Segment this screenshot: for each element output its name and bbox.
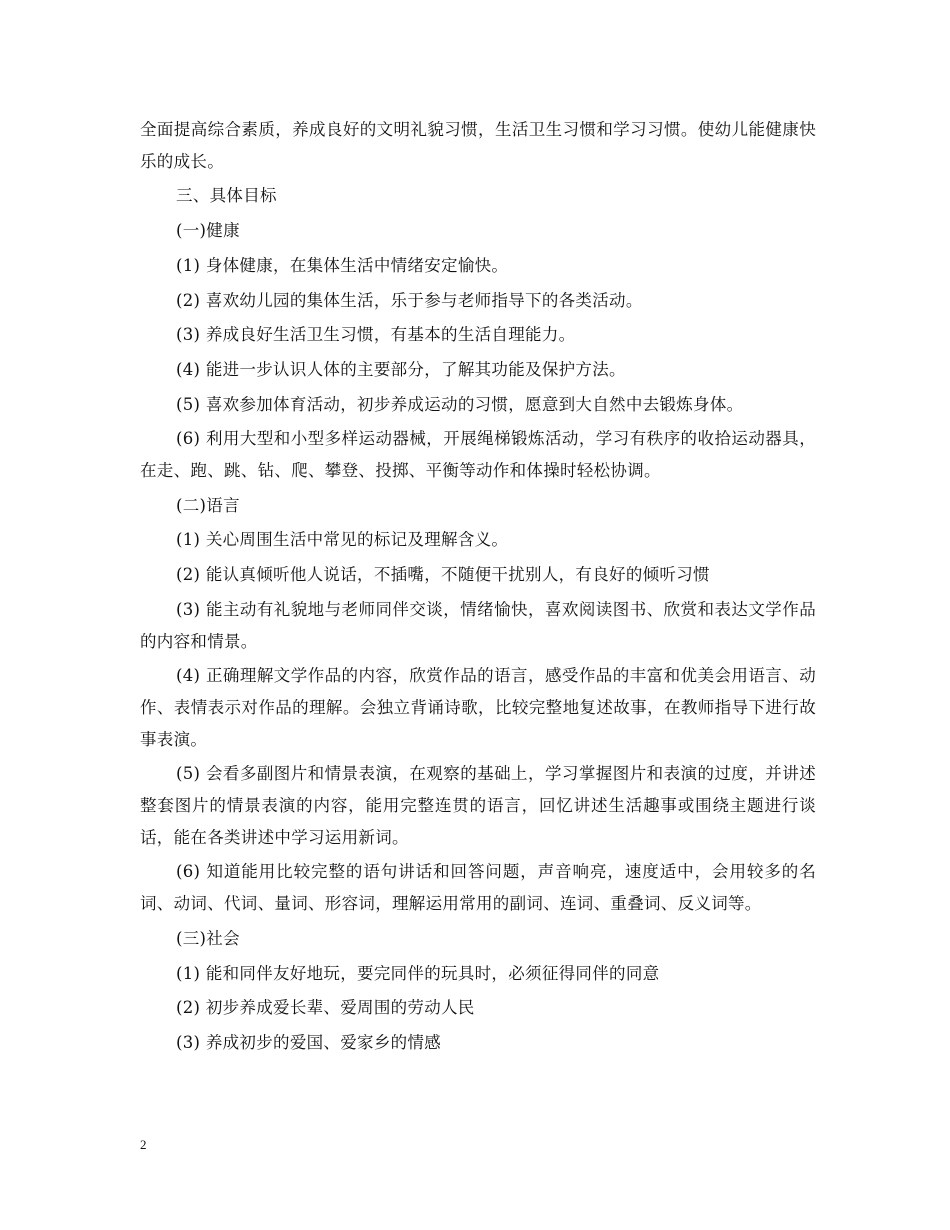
- list-item-language-6: (6) 知道能用比较完整的语句讲话和回答问题，声音响亮，速度适中，会用较多的名词、动词、代词、量词、形容词，理解运用常用的副词、连词、重叠词、反义词等。: [140, 862, 816, 914]
- list-item-language-2: (2) 能认真倾听他人说话，不插嘴，不随便干扰别人，有良好的倾听习惯: [176, 565, 710, 585]
- section-heading-specific-goals: 三、具体目标: [176, 186, 277, 206]
- document-body: [140, 114, 816, 1062]
- list-item-society-1: (1) 能和同伴友好地玩，要完同伴的玩具时，必须征得同伴的同意: [176, 963, 660, 983]
- list-item-society-2: (2) 初步养成爱长辈、爱周围的劳动人民: [176, 998, 475, 1018]
- page-number: 2: [140, 1137, 147, 1152]
- list-item-health-2: (2) 喜欢幼儿园的集体生活，乐于参与老师指导下的各类活动。: [176, 290, 643, 310]
- list-item-health-3: (3) 养成良好生活卫生习惯，有基本的生活自理能力。: [176, 325, 576, 345]
- list-item-language-4: (4) 正确理解文学作品的内容，欣赏作品的语言，感受作品的丰富和优美会用语言、动作、表情表示对作品的理解。会独立背诵诗歌，比较完整地复述故事，在教师指导下进行故事表演。: [140, 666, 816, 749]
- list-item-health-6: (6) 利用大型和小型多样运动器械，开展绳梯锻炼活动，学习有秩序的收拾运动器具，在走、跑、跳、钻、爬、攀登、投掷、平衡等动作和体操时轻松协调。: [140, 429, 816, 481]
- list-item-language-1: (1) 关心周围生活中常见的标记及理解含义。: [176, 530, 509, 550]
- list-item-language-3: (3) 能主动有礼貌地与老师同伴交谈，情绪愉快，喜欢阅读图书、欣赏和表达文学作品的内容和情景。: [140, 599, 816, 651]
- list-item-language-5: (5) 会看多副图片和情景表演，在观察的基础上，学习掌握图片和表演的过度，并讲述整套图片的情景表演的内容，能用完整连贯的语言，回忆讲述生活趣事或围绕主题进行谈话，能在各类讲述中学习运用新词。: [140, 764, 816, 847]
- subsection-heading-health: (一)健康: [176, 221, 240, 241]
- paragraph-intro-continued: 全面提高综合素质，养成良好的文明礼貌习惯，生活卫生习惯和学习习惯。使幼儿能健康快乐的成长。: [140, 120, 816, 171]
- subsection-heading-language: (二)语言: [176, 495, 240, 515]
- list-item-health-4: (4) 能进一步认识人体的主要部分，了解其功能及保护方法。: [176, 359, 626, 379]
- subsection-heading-society: (三)社会: [176, 928, 240, 948]
- list-item-health-1: (1) 身体健康，在集体生活中情绪安定愉快。: [176, 255, 509, 275]
- list-item-health-5: (5) 喜欢参加体育活动，初步养成运动的习惯，愿意到大自然中去锻炼身体。: [176, 394, 744, 414]
- list-item-society-3: (3) 养成初步的爱国、爱家乡的情感: [176, 1032, 442, 1052]
